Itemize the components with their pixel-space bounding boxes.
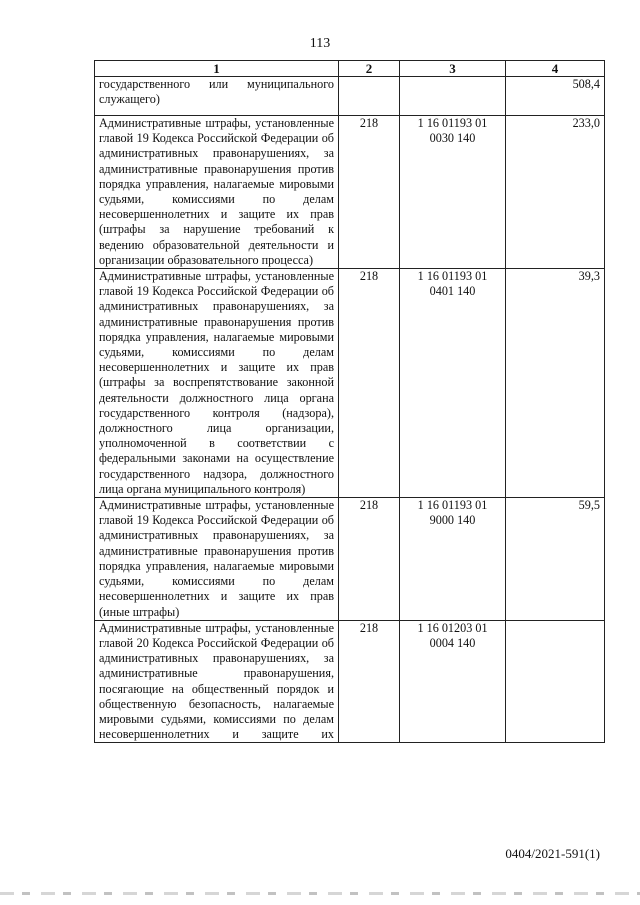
table-row xyxy=(95,116,605,269)
row-name: государственного или муниципального служащего) xyxy=(95,77,339,116)
row-chapter: 218 xyxy=(339,498,400,621)
row-code: 1 16 01193 01 0401 140 xyxy=(400,269,506,498)
row-amount: 59,5 xyxy=(506,498,605,621)
row-amount: 508,4 xyxy=(506,77,605,116)
header-col-4: 4 xyxy=(506,61,605,77)
table-row xyxy=(95,620,605,743)
row-chapter: 218 xyxy=(339,269,400,498)
revenue-table xyxy=(94,60,605,743)
document-code: 0404/2021-591(1) xyxy=(505,846,600,861)
table-row xyxy=(95,269,605,498)
row-name: Административные штрафы, установленные главой 20 Кодекса Российской Федерации об административных правонарушениях, за административные правонарушения, посягающие на общественный порядок и общественную безопасность, налагаемые мировыми судьями, комиссиями по делам несовершеннолетних и защите их xyxy=(95,620,339,743)
header-col-2: 2 xyxy=(339,61,400,77)
row-chapter: 218 xyxy=(339,620,400,743)
header-col-1: 1 xyxy=(95,61,339,77)
row-amount xyxy=(506,620,605,743)
row-code xyxy=(400,77,506,116)
table-row xyxy=(95,77,605,116)
scan-artifact xyxy=(0,892,640,895)
header-row xyxy=(95,61,605,77)
table-row xyxy=(95,498,605,621)
row-name: Административные штрафы, установленные главой 19 Кодекса Российской Федерации об административных правонарушениях, за административные правонарушения против порядка управления, налагаемые мировыми судьями, комиссиями по делам несовершеннолетних и защите их прав (штрафы за воспрепятствование законной деятельности должностного лица органа государственного контроля (надзора), должностного лица организации, уполномоченной в соответствии с федеральными законами на осуществление государственного надзора, должностного лица органа муниципального контроля) xyxy=(95,269,339,498)
row-chapter: 218 xyxy=(339,116,400,269)
row-code: 1 16 01193 01 0030 140 xyxy=(400,116,506,269)
header-col-3: 3 xyxy=(400,61,506,77)
page-number: 113 xyxy=(309,36,331,51)
row-name: Административные штрафы, установленные главой 19 Кодекса Российской Федерации об административных правонарушениях, за административные правонарушения против порядка управления, налагаемые мировыми судьями, комиссиями по делам несовершеннолетних и защите их прав (иные штрафы) xyxy=(95,498,339,621)
row-amount: 233,0 xyxy=(506,116,605,269)
row-code: 1 16 01193 01 9000 140 xyxy=(400,498,506,621)
row-amount: 39,3 xyxy=(506,269,605,498)
row-name: Административные штрафы, установленные главой 19 Кодекса Российской Федерации об административных правонарушениях, за административные правонарушения против порядка управления, налагаемые мировыми судьями, комиссиями по делам несовершеннолетних и защите их прав (штрафы за нарушение требований к ведению образовательной деятельности и организации образовательного процесса) xyxy=(95,116,339,269)
row-code: 1 16 01203 01 0004 140 xyxy=(400,620,506,743)
row-chapter xyxy=(339,77,400,116)
